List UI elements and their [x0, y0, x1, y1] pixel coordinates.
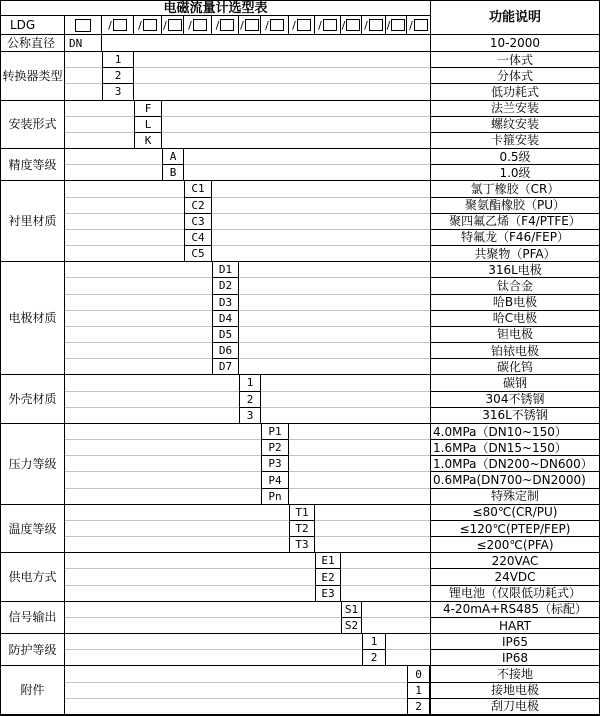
function-cell: 低功耗式	[430, 84, 599, 100]
code-cell: P2	[261, 440, 289, 456]
function-cell: 碳钢	[430, 375, 599, 391]
row-filler	[239, 262, 430, 278]
code-cell: 2	[407, 699, 430, 715]
row-filler	[65, 52, 102, 68]
row-filler	[65, 408, 239, 424]
slash-separator: /	[341, 18, 346, 32]
code-cell: E3	[315, 586, 341, 602]
row-filler	[65, 699, 407, 715]
row-filler	[65, 262, 212, 278]
function-cell: 聚氨酯橡胶（PU）	[430, 198, 599, 214]
row-filler	[239, 295, 430, 311]
slash-separator: /	[108, 18, 112, 32]
function-cell: 碳化钨	[430, 359, 599, 375]
row-filler	[184, 165, 430, 181]
model-slot-cell	[341, 16, 362, 35]
category-cell: 温度等级	[1, 505, 65, 554]
slash-separator: /	[240, 18, 244, 32]
code-cell: 1	[407, 683, 430, 699]
model-slot-cell	[315, 16, 341, 35]
row-filler	[65, 602, 341, 618]
table-title: 电磁流量计选型表	[1, 1, 430, 16]
row-filler	[261, 375, 430, 391]
function-cell: 哈C电极	[430, 311, 599, 327]
code-cell: E2	[315, 569, 341, 585]
row-filler	[65, 117, 134, 133]
function-cell: 220VAC	[430, 553, 599, 569]
function-cell: 法兰安装	[430, 101, 599, 117]
code-cell: S1	[341, 602, 362, 618]
row-filler	[65, 278, 212, 294]
function-cell: 铂铱电极	[430, 343, 599, 359]
code-cell: 1	[362, 634, 386, 650]
row-filler	[65, 311, 212, 327]
row-filler	[65, 295, 212, 311]
function-cell: HART	[430, 618, 599, 634]
code-cell: T1	[289, 505, 315, 521]
row-filler	[65, 343, 212, 359]
category-cell: 供电方式	[1, 553, 65, 602]
row-filler	[162, 101, 430, 117]
function-cell: 氯丁橡胶（CR）	[430, 181, 599, 197]
row-filler	[65, 392, 239, 408]
row-filler	[65, 666, 407, 682]
code-cell: 0	[407, 666, 430, 682]
function-cell: 10-2000	[430, 35, 599, 52]
model-slot-cell	[386, 16, 407, 35]
model-slot-cell	[134, 16, 162, 35]
category-cell: 外壳材质	[1, 375, 65, 424]
category-cell: 精度等级	[1, 149, 65, 181]
function-cell: 1.0级	[430, 165, 599, 181]
code-cell: 2	[102, 68, 134, 84]
code-cell: D3	[212, 295, 239, 311]
function-cell: 锂电池（仅限低功耗式）	[430, 586, 599, 602]
model-prefix: LDG	[1, 16, 65, 35]
model-slot-cell	[407, 16, 430, 35]
code-cell: S2	[341, 618, 362, 634]
row-filler	[65, 634, 362, 650]
row-filler	[65, 246, 184, 262]
model-slot-cell	[102, 16, 134, 35]
row-filler	[341, 553, 430, 569]
category-cell: 信号输出	[1, 602, 65, 634]
code-cell: Pn	[261, 489, 289, 505]
row-filler	[65, 489, 261, 505]
option-box-icon	[270, 19, 284, 31]
model-slot-cell	[162, 16, 184, 35]
option-box-icon	[75, 19, 91, 32]
code-cell: P3	[261, 456, 289, 472]
code-cell: K	[134, 133, 162, 149]
code-cell: D5	[212, 327, 239, 343]
row-filler	[239, 359, 430, 375]
function-cell: 钽电极	[430, 327, 599, 343]
row-filler	[386, 634, 430, 650]
function-cell: 0.5级	[430, 149, 599, 165]
model-slot-cell	[184, 16, 212, 35]
row-filler	[65, 181, 184, 197]
function-cell: 钛合金	[430, 278, 599, 294]
slash-separator: /	[364, 18, 368, 32]
function-cell: 1.0MPa（DN200~DN600）	[430, 456, 599, 472]
row-filler	[362, 618, 430, 634]
code-cell: T3	[289, 537, 315, 553]
code-cell: L	[134, 117, 162, 133]
row-filler	[65, 214, 184, 230]
row-filler	[162, 133, 430, 149]
code-cell: C3	[184, 214, 212, 230]
code-cell: C1	[184, 181, 212, 197]
row-filler	[65, 456, 261, 472]
row-filler	[289, 489, 430, 505]
function-cell: ≤200℃(PFA)	[430, 537, 599, 553]
row-filler	[212, 230, 430, 246]
option-box-icon	[113, 19, 127, 31]
function-cell: 316L不锈钢	[430, 408, 599, 424]
function-cell: 316L电极	[430, 262, 599, 278]
function-cell: 哈B电极	[430, 295, 599, 311]
row-filler	[239, 278, 430, 294]
model-slot-cell	[289, 16, 315, 35]
option-box-icon	[391, 19, 405, 31]
category-cell: 安装形式	[1, 101, 65, 150]
category-cell: 压力等级	[1, 424, 65, 505]
function-cell: ≤120℃(PTEP/FEP)	[430, 521, 599, 537]
code-cell: 1	[102, 52, 134, 68]
row-filler	[239, 343, 430, 359]
function-cell: 特氟龙（F46/FEP）	[430, 230, 599, 246]
category-nominal-diameter: 公称直径	[1, 35, 65, 52]
slash-separator: /	[318, 18, 322, 32]
code-cell: E1	[315, 553, 341, 569]
option-box-icon	[323, 19, 337, 31]
row-filler	[65, 537, 289, 553]
row-filler	[65, 101, 134, 117]
slash-separator: /	[265, 18, 269, 32]
row-filler	[289, 456, 430, 472]
category-cell: 转换器类型	[1, 52, 65, 101]
row-filler	[239, 311, 430, 327]
row-filler	[261, 408, 430, 424]
row-filler	[341, 586, 430, 602]
row-filler	[65, 327, 212, 343]
row-filler	[65, 521, 289, 537]
slash-separator: /	[386, 18, 391, 32]
model-slot-cell	[239, 16, 261, 35]
function-column-header: 功能说明	[430, 1, 599, 35]
function-cell: 刮刀电极	[430, 699, 599, 715]
function-cell: 1.6MPa（DN15~150）	[430, 440, 599, 456]
code-cell: 2	[362, 650, 386, 666]
model-slot-cell	[362, 16, 386, 35]
code-cell: 3	[239, 408, 261, 424]
model-slot-cell	[212, 16, 239, 35]
option-box-icon	[143, 19, 157, 31]
function-cell: 螺纹安装	[430, 117, 599, 133]
row-filler	[65, 198, 184, 214]
row-filler	[65, 683, 407, 699]
slash-separator: /	[138, 18, 142, 32]
row-filler	[65, 133, 134, 149]
option-box-icon	[220, 19, 234, 31]
code-cell: C4	[184, 230, 212, 246]
row-filler	[212, 246, 430, 262]
row-filler	[65, 84, 102, 100]
function-cell: 一体式	[430, 52, 599, 68]
row-filler	[315, 537, 430, 553]
row-filler	[162, 117, 430, 133]
option-box-icon	[414, 19, 428, 31]
slash-separator: /	[215, 18, 220, 32]
row-filler	[65, 569, 315, 585]
model-code-box-cell	[65, 16, 102, 35]
function-cell: 卡箍安装	[430, 133, 599, 149]
code-cell: D4	[212, 311, 239, 327]
option-box-icon	[297, 19, 311, 31]
code-cell: C5	[184, 246, 212, 262]
code-cell: A	[162, 149, 184, 165]
row-filler	[261, 392, 430, 408]
row-filler	[341, 569, 430, 585]
function-cell: 分体式	[430, 68, 599, 84]
code-cell: T2	[289, 521, 315, 537]
code-cell: D1	[212, 262, 239, 278]
function-cell: 4-20mA+RS485（标配）	[430, 602, 599, 618]
row-filler	[184, 149, 430, 165]
slash-separator: /	[163, 18, 167, 32]
row-filler	[239, 327, 430, 343]
row-filler	[386, 650, 430, 666]
row-filler	[289, 424, 430, 440]
row-filler	[212, 198, 430, 214]
option-box-icon	[193, 19, 207, 31]
row-filler	[65, 553, 315, 569]
code-cell: 2	[239, 392, 261, 408]
slash-separator: /	[188, 18, 192, 32]
option-box-icon	[369, 19, 383, 31]
code-cell: F	[134, 101, 162, 117]
row-filler	[134, 68, 430, 84]
code-cell: D6	[212, 343, 239, 359]
code-cell: B	[162, 165, 184, 181]
row-filler	[102, 35, 430, 52]
code-cell: C2	[184, 198, 212, 214]
row-filler	[289, 440, 430, 456]
code-cell: D2	[212, 278, 239, 294]
row-filler	[289, 472, 430, 488]
function-cell: 接地电极	[430, 683, 599, 699]
code-cell: P4	[261, 472, 289, 488]
code-cell: D7	[212, 359, 239, 375]
slash-separator: /	[409, 18, 413, 32]
row-filler	[65, 359, 212, 375]
code-cell: 3	[102, 84, 134, 100]
model-slot-cell	[261, 16, 289, 35]
row-filler	[65, 230, 184, 246]
option-box-icon	[346, 19, 360, 31]
row-filler	[65, 375, 239, 391]
function-cell: 共聚物（PFA）	[430, 246, 599, 262]
function-cell: 0.6MPa(DN700~DN2000)	[430, 472, 599, 488]
option-box-icon	[168, 19, 182, 31]
row-filler	[315, 521, 430, 537]
function-cell: 特殊定制	[430, 489, 599, 505]
row-filler	[212, 181, 430, 197]
option-box-icon	[245, 19, 259, 31]
function-cell: 24VDC	[430, 569, 599, 585]
category-cell: 防护等级	[1, 634, 65, 666]
row-filler	[315, 505, 430, 521]
row-filler	[212, 214, 430, 230]
category-cell: 附件	[1, 666, 65, 715]
row-filler	[65, 618, 341, 634]
row-filler	[65, 440, 261, 456]
row-filler	[65, 650, 362, 666]
code-cell: 1	[239, 375, 261, 391]
category-cell: 电极材质	[1, 262, 65, 375]
function-cell: IP65	[430, 634, 599, 650]
function-cell: IP68	[430, 650, 599, 666]
row-filler	[362, 602, 430, 618]
function-cell: 304不锈钢	[430, 392, 599, 408]
row-filler	[65, 165, 162, 181]
row-filler	[134, 52, 430, 68]
code-cell: P1	[261, 424, 289, 440]
function-cell: ≤80℃(CR/PU)	[430, 505, 599, 521]
function-cell: 聚四氟乙烯（F4/PTFE）	[430, 214, 599, 230]
row-filler	[134, 84, 430, 100]
code-cell: DN	[65, 35, 102, 52]
function-cell: 4.0MPa（DN10~150）	[430, 424, 599, 440]
row-filler	[65, 149, 162, 165]
row-filler	[65, 68, 102, 84]
row-filler	[65, 472, 261, 488]
slash-separator: /	[292, 18, 296, 32]
category-cell: 衬里材质	[1, 181, 65, 262]
row-filler	[65, 505, 289, 521]
row-filler	[65, 586, 315, 602]
row-filler	[65, 424, 261, 440]
function-cell: 不接地	[430, 666, 599, 682]
